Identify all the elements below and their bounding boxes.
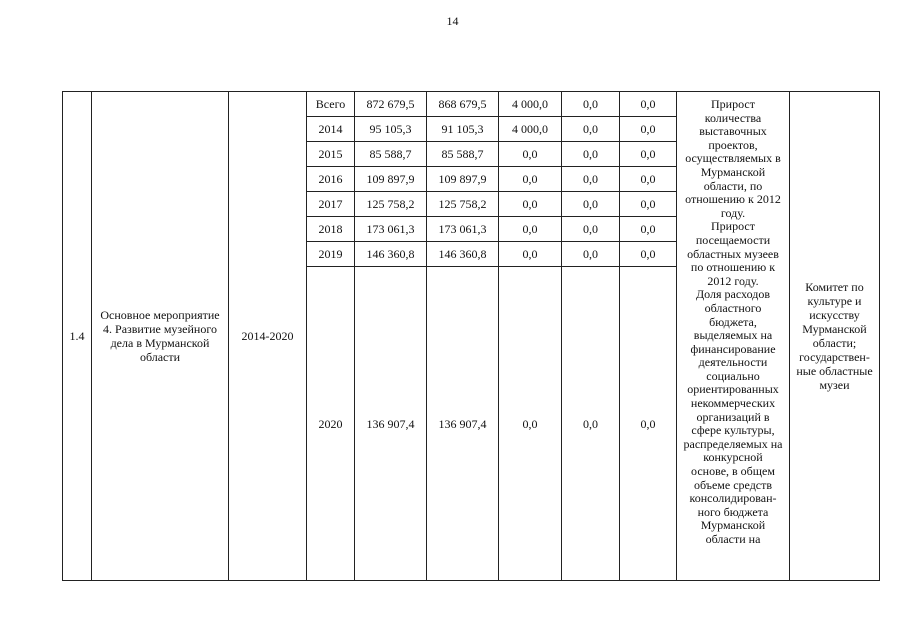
indicators-text: Прирост количества выставочных проектов, осуществляемых в Мурманской области, по отношению к 2012 году. Прирост посещаемости областных музеев по отношению к 2012 году. Доля расходов областного бюджета, выделяемых на финансирование деятельности социально ориентированных некоммерческих организаций в сфере культуры, распределяемых на конкурсной основе, в общем объеме средств консолидирован- ного бюджета Мурманской области на [677, 92, 790, 581]
federal-cell: 0,0 [499, 167, 562, 192]
year-cell: 2017 [307, 192, 355, 217]
other-cell: 0,0 [620, 142, 677, 167]
year-cell: 2020 [307, 267, 355, 581]
regional-cell: 85 588,7 [427, 142, 499, 167]
federal-cell: 4 000,0 [499, 92, 562, 117]
local-cell: 0,0 [562, 192, 620, 217]
federal-cell: 0,0 [499, 242, 562, 267]
other-cell: 0,0 [620, 192, 677, 217]
regional-cell: 173 061,3 [427, 217, 499, 242]
other-cell: 0,0 [620, 117, 677, 142]
year-cell: 2015 [307, 142, 355, 167]
total-cell: 85 588,7 [355, 142, 427, 167]
executor-text: Комитет по культуре и искусству Мурманской области; государствен- ные областные музеи [790, 92, 880, 581]
total-cell: 109 897,9 [355, 167, 427, 192]
other-cell: 0,0 [620, 217, 677, 242]
year-cell: Всего [307, 92, 355, 117]
federal-cell: 0,0 [499, 142, 562, 167]
total-cell: 136 907,4 [355, 267, 427, 581]
activity-name: Основное мероприятие 4. Развитие музейного дела в Мурманской области [92, 92, 229, 581]
regional-cell: 136 907,4 [427, 267, 499, 581]
period: 2014-2020 [229, 92, 307, 581]
regional-cell: 91 105,3 [427, 117, 499, 142]
federal-cell: 4 000,0 [499, 117, 562, 142]
total-cell: 95 105,3 [355, 117, 427, 142]
total-cell: 872 679,5 [355, 92, 427, 117]
total-cell: 146 360,8 [355, 242, 427, 267]
table-row [63, 92, 880, 117]
local-cell: 0,0 [562, 167, 620, 192]
program-table [62, 91, 880, 581]
year-cell: 2016 [307, 167, 355, 192]
year-cell: 2018 [307, 217, 355, 242]
total-cell: 173 061,3 [355, 217, 427, 242]
local-cell: 0,0 [562, 267, 620, 581]
regional-cell: 868 679,5 [427, 92, 499, 117]
year-cell: 2019 [307, 242, 355, 267]
total-cell: 125 758,2 [355, 192, 427, 217]
page-number: 14 [446, 14, 459, 28]
federal-cell: 0,0 [499, 192, 562, 217]
federal-cell: 0,0 [499, 217, 562, 242]
row-index: 1.4 [63, 92, 92, 581]
other-cell: 0,0 [620, 267, 677, 581]
local-cell: 0,0 [562, 142, 620, 167]
federal-cell: 0,0 [499, 267, 562, 581]
other-cell: 0,0 [620, 92, 677, 117]
year-cell: 2014 [307, 117, 355, 142]
local-cell: 0,0 [562, 242, 620, 267]
regional-cell: 109 897,9 [427, 167, 499, 192]
other-cell: 0,0 [620, 167, 677, 192]
local-cell: 0,0 [562, 117, 620, 142]
other-cell: 0,0 [620, 242, 677, 267]
regional-cell: 146 360,8 [427, 242, 499, 267]
regional-cell: 125 758,2 [427, 192, 499, 217]
local-cell: 0,0 [562, 217, 620, 242]
local-cell: 0,0 [562, 92, 620, 117]
